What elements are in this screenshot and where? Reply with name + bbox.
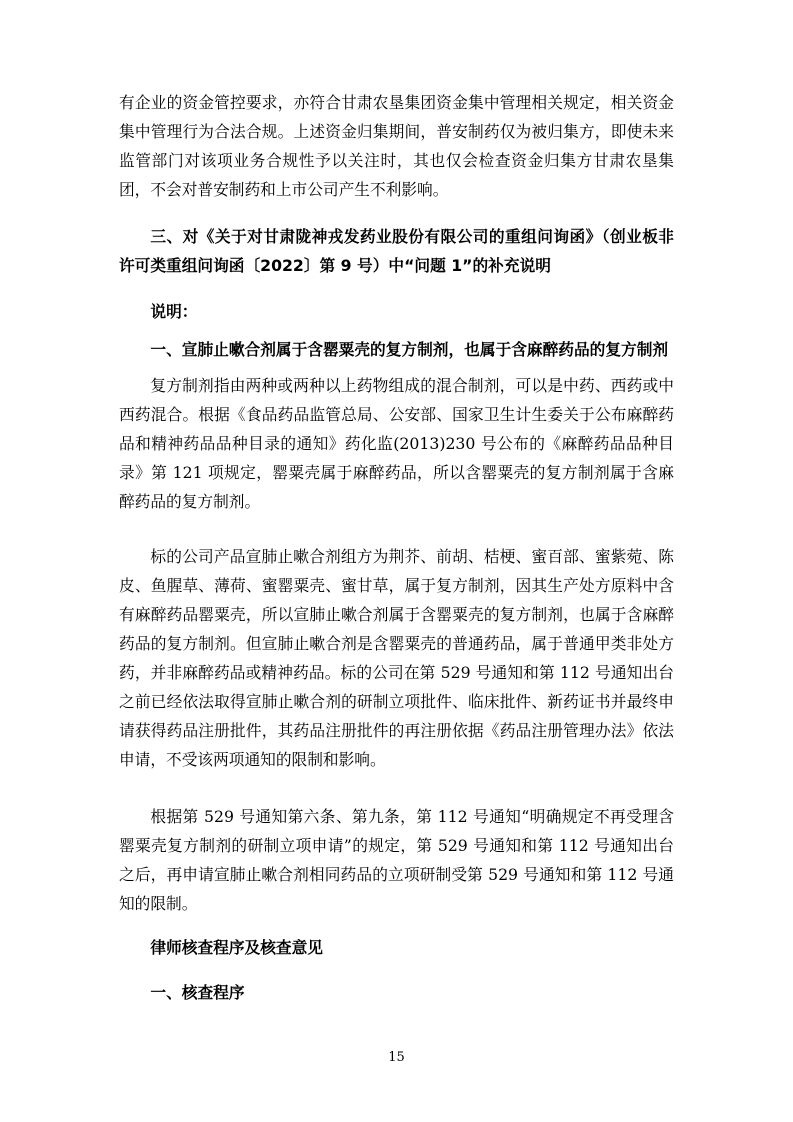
paragraph-capital-management: 有企业的资金管控要求，亦符合甘肃农垦集团资金集中管理相关规定，相关资金集中管理行为合法合规。上述资金归集期间，普安制药仅为被归集方，即使未来监管部门对该项业务合规性予以关注时，其也仅会检查资金归集方甘肃农垦集团，不会对普安制药和上市公司产生不利影响。: [119, 93, 674, 199]
paragraph-notice-529-112-restriction: 根据第 529 号通知第六条、第九条，第 112 号通知“明确规定不再受理含罂粟壳复方制剂的研制立项申请”的规定，第 529 号通知和第 112 号通知出台之后，再申请宣肺止嗽合剂相同药品的立项研制受第 529 号通知和第 112 号通知的限制。: [119, 807, 674, 913]
paragraph-product-formula: 标的公司产品宣肺止嗽合剂组方为荆芥、前胡、桔梗、蜜百部、蜜紫菀、陈皮、鱼腥草、薄荷、蜜罂粟壳、蜜甘草，属于复方制剂，因其生产处方原料中含有麻醉药品罂粟壳，所以宣肺止嗽合剂属于含罂粟壳的复方制剂，也属于含麻醉药品的复方制剂。但宣肺止嗽合剂是含罂粟壳的普通药品，属于普通甲类非处方药，并非麻醉药品或精神药品。标的公司在第 529 号通知和第 112 号通知出台之前已经依法取得宣肺止嗽合剂的研制立项批件、临床批件、新药证书并最终申请获得药品注册批件，其药品注册批件的再注册依据《药品注册管理办法》依法申请，不受该两项通知的限制和影响。: [119, 547, 674, 769]
document-content: [119, 88, 674, 1007]
heading-lawyer-verification: 律师核查程序及核查意见: [150, 938, 323, 957]
paragraph-compound-preparation-definition: 复方制剂指由两种或两种以上药物组成的混合制剂，可以是中药、西药或中西药混合。根据《食品药品监管总局、公安部、国家卫生计生委关于公布麻醉药品和精神药品品种目录的通知》药化监(2013)230 号公布的《麻醉药品品种目录》第 121 项规定，罂粟壳属于麻醉药品，所以含罂粟壳的复方制剂属于含麻醉药品的复方制剂。: [119, 376, 674, 511]
heading-verification-procedure: 一、核查程序: [150, 983, 245, 1002]
page-number: 15: [388, 1050, 405, 1065]
label-explanation: 说明：: [150, 302, 198, 321]
heading-subsection-1-compound-preparation: 一、宣肺止嗽合剂属于含罂粟壳的复方制剂，也属于含麻醉药品的复方制剂: [150, 340, 669, 359]
heading-section-3-inquiry-letter: 三、对《关于对甘肃陇神戎发药业股份有限公司的重组问询函》（创业板非许可类重组问询函〔2022〕第 9 号）中“问题 1”的补充说明: [119, 227, 674, 275]
